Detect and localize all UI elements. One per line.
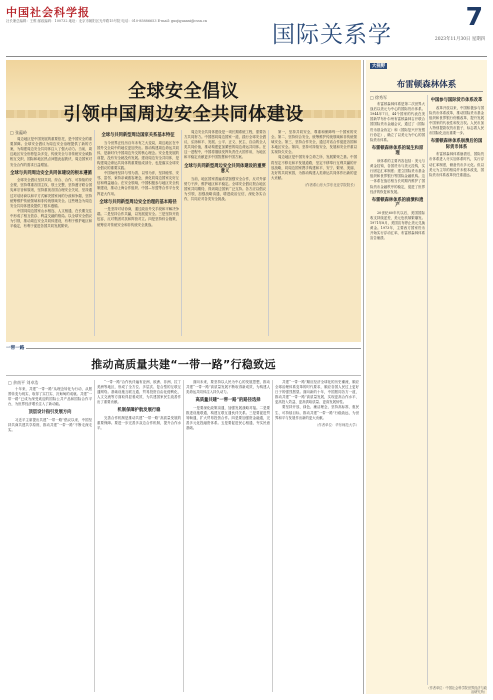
column-divider (272, 380, 273, 692)
masthead-info (6, 19, 276, 24)
subheading: 全球与共同新型周边国家关系基本特征 (101, 133, 175, 138)
lead-column-2 (97, 130, 179, 338)
brs-column-2 (97, 380, 181, 694)
brs-section-tag: 一带一路 (6, 346, 25, 351)
column-divider (181, 130, 182, 336)
subheading: 布雷顿森林体系的崩溃和遗产 (371, 197, 424, 209)
paragraph: 该体系的主要内容包括：美元与黄金挂钩，各国货币与美元挂钩，实行固定汇率制度；建立国际货币基金组织和世界银行等国际金融机构。这一体系在战后相当长时期内维护了国际货币金融秩序的稳定，促进了世界经济的恢复和发展。 (370, 159, 425, 194)
column-divider (183, 380, 184, 692)
paragraph: 当前，地区国家普遍希望加强安全合作，反对外部势力干涉，维护地区和平稳定。全球安全倡议契合地区国家共同期待，得到周边国家广泛支持。各方应以倡议为引领，加强战略沟通，增进政治互信，深化务实合作，共同应对各类安全挑战。 (184, 176, 266, 202)
paragraph: 一是坚持对话协商，通过政治外交手段和平解决争端。二是坚持合作共赢，以发展促安全。三是坚持开放包容，反对集团对抗和阵营对立。四是坚持综合施策，统筹应对传统安全和非传统安全挑战。 (97, 207, 179, 227)
paragraph: 习近平主席提出共建“一带一路”倡议以来，中国坚持共商共建共享原则，推动共建“一带一路”不断走深走实。 (8, 418, 92, 433)
section-title: 国际关系学 (272, 22, 392, 48)
lead-column-4 (271, 130, 357, 338)
subheading: 全球与共同周边安全共同体建设的根本遵循 (10, 170, 92, 176)
subheading: 布雷顿森林体系的诞生和原理 (371, 145, 424, 157)
paragraph: 布雷顿森林体系崩溃后，国际货币体系进入牙买加体系时代，实行浮动汇率制度，储备货币多元化。但以美元为主导的格局并未根本改变，国际货币体系改革仍任重道远。 (429, 152, 484, 177)
paragraph: 共建“一带一路”顺应经济全球化的历史潮流，顺应全球治理体系变革的时代要求，顺应各国人民过上更好日子的强烈愿望。面向新的十年，中国愿同各方一道，推动共建“一带一路”高质量发展，实现更高合作水平、更高投入效益、更高供给质量、更高发展韧性。 (275, 380, 359, 405)
subheading: 顶层设计指引发展方向 (28, 410, 72, 416)
paragraph: 要坚持开放、绿色、廉洁理念，坚持高标准、惠民生、可持续目标，推动共建“一带一路”行稳致远，为世界和平与发展作出新的更大贡献。 (275, 405, 359, 420)
lead-banner (6, 60, 361, 124)
lead-article (6, 60, 361, 342)
right-column-2 (429, 95, 484, 683)
paragraph: 改革开放以来，中国积极参与国际货币体系改革，推动国际货币基金组织和世界银行份额改革，提升发展中国家的代表性和发言权。人民币加入特别提款权货币篮子，标志着人民币国际化迈出重要一步。 (429, 105, 484, 136)
author-note: （作者系山东大学东北亚学院院长） (302, 182, 357, 187)
lead-column-1 (10, 130, 92, 338)
paragraph: 全球安全倡议坚持共同、综合、合作、可持续的安全观，坚持尊重各国主权、领土完整，坚持遵守联合国宪章宗旨和原则，坚持重视各国合理安全关切，坚持通过对话协商以和平方式解决国家间的分歧和争端，坚持统筹维护传统领域和非传统领域安全。这些理念为周边安全共同体建设提供了根本遵循。 (10, 178, 92, 208)
paragraph: 中国同周边国家山水相连、人文相通，在长期交往中形成了相互依存、利益交融的格局。以全球安全倡议为引领，推动周边安全共同体建设，有利于维护地区和平稳定，有利于促进各国共同发展繁荣。 (10, 208, 92, 229)
masthead-info-line: 社长兼总编辑：王维 邮政编码：100732 地址：北京市朝阳区光华路15号院 电话：010-85886653 (6, 19, 157, 23)
paragraph: “一带一路”合作伙伴遍布亚洲、欧洲、非洲、拉丁美洲等地区，形成了全方位、多层次、复合型的互联互通网络。基础设施互联互通、贸易投资自由化便利化、人文交流等方面取得显著成效，为共建国家民生改善作出了重要贡献。 (97, 380, 181, 405)
right-column-1 (370, 95, 425, 685)
issue-date: 2023年11月30日 星期四 (434, 37, 485, 42)
masthead-divider (6, 56, 487, 57)
paper-name: 中国社会科学报 (6, 6, 90, 19)
masthead (0, 0, 493, 46)
brs-title: 推动高质量共建“一带一路”行稳致远 (91, 358, 276, 371)
lead-title-line2: 引领中国周边安全共同体建设 (63, 104, 304, 124)
paragraph: 20世纪60年代以后，美国国际收支持续逆差，美元危机频繁爆发。1971年8月，美国宣布停止美元兑换黄金。1973年，主要西方国家货币开始实行浮动汇率，布雷顿森林体系宣告崩溃。 (370, 210, 425, 241)
paragraph: 周边安全共同体建设是一项长期系统工程，需要各方共同努力。中国愿同周边国家一道，践行全球安全倡议，弘扬和平、发展、公平、正义、民主、自由的全人类共同价值，推动构建更加紧密的周边命运共同体。在这一进程中，中国将继续发挥负责任大国作用，为地区和平稳定贡献更多中国智慧和中国方案。 (184, 130, 266, 160)
lead-title-line1: 全球安全倡议 (128, 81, 239, 102)
paragraph: 中国始终坚持与邻为善、以邻为伴，坚持睦邻、安邻、富邻，秉持亲诚惠容理念，深化同周边国家友好互信和利益融合。在安全领域，中国积极参与地区安全机制建设，推动上海合作组织、中国—东盟等合作平台发挥更大作用。 (97, 171, 179, 196)
author-note: （作者单位：华东师范大学） (314, 422, 359, 427)
paragraph: 一是要深化政策沟通，加强发展战略对接。二是要推进设施联通，构建互联互通伙伴关系。三是要促进贸易畅通，扩大贸易投资合作。四是要加强资金融通，完善多元化投融资体系。五是要促进民心相通，夯实民意基础。 (186, 405, 270, 431)
paragraph: 周边地区是中国发展的重要依托，是中国安全的重要屏障。全球安全倡议为周边安全治理提供了新的方案，为构建周边安全共同体注入了强大动力。当前，周边地区安全形势复杂多变，传统安全与非传统安全威胁相互交织，国际和地区热点问题此起彼伏，周边国家对安全合作的需求日益增加。 (10, 137, 92, 167)
paragraph: 布雷顿森林体系是第二次世界大战后以美元为中心的国际货币体系。1944年7月，44个国家的代表在美国新罕布什尔州布雷顿森林召开联合国国际货币金融会议，通过了《国际货币基金协定》和《国际复兴开发银行协定》，确立了以美元为中心的国际货币体系。 (370, 102, 425, 142)
brs-column-1 (8, 380, 92, 694)
brs-column-4 (275, 380, 359, 694)
paragraph: 十年来，共建“一带一路”从理念转化为行动，从愿景转变为现实，取得了实打实、沉甸甸的成就。共建“一带一路”已成为深受欢迎的国际公共产品和国际合作平台，为世界经济增长注入了新动能。 (8, 387, 92, 407)
column-divider (268, 130, 269, 336)
subheading: 机制保障护航发展行稳 (117, 408, 161, 414)
paragraph: 第一，坚持共同安全，尊重和保障每一个国家的安全。第二，坚持综合安全，统筹维护传统领域和非传统领域安全。第三，坚持合作安全，通过对话合作促进各国和本地区安全。第四，坚持可持续安全，发展和安全并重以实现持久安全。 (271, 130, 357, 155)
masthead-email: E-mail: guojiguanxi@cssn.cn (157, 19, 208, 23)
subheading: 布雷顿森林体系崩溃后的国际货币体系 (430, 139, 483, 150)
subheading: 高质量共建“一带一路”的路径选择 (195, 398, 261, 404)
right-feature-title: 布雷顿森林体系 (396, 80, 457, 90)
section-divider (6, 348, 361, 349)
right-section-tag: 大视野 (372, 64, 386, 69)
subheading: 全球与共同新型周边安全共同体建设的重要意义 (184, 163, 266, 175)
lead-column-3 (184, 130, 266, 338)
title-underline (370, 91, 483, 92)
subheading: 全球与共同新型周边安全治理的基本路径 (99, 199, 177, 205)
subheading: 中国参与国际货币体系改革 (430, 98, 483, 103)
column-divider (94, 380, 95, 692)
title-underline (6, 375, 361, 376)
page-number: 7 (465, 2, 483, 31)
paragraph: 周边地区是中国安身立命之所、发展繁荣之基。中国将坚定不移走和平发展道路，坚定不移奉行互利共赢的开放战略，同周边国家携手构建和平、安宁、繁荣、美丽、友好的共同家园，为推动构建人类命运共同体作出新的更大贡献。 (271, 155, 357, 180)
right-author: □ 徐秀军 (370, 95, 388, 100)
paragraph: 当今世界正经历百年未有之大变局，周边地区在中国外交全局中的地位更加突出。推动构建周边命运共同体，是新时代中国周边外交的核心理念。安全是发展的前提，没有安全就没有发展。建设周边安全共同体，是构建周边命运共同体的重要组成部分，也是落实全球安全倡议的重要实践。 (97, 140, 179, 171)
paragraph: 完善合作机制是推动共建“一带一路”高质量发展的重要保障。要进一步完善多双边合作机制，提升合作水平。 (97, 416, 181, 431)
column-divider (427, 95, 428, 685)
lead-author: □ 张蕴岭 (10, 130, 28, 135)
column-divider (94, 130, 95, 336)
author-note: （作者单位：中国社会科学院世界经济与政治研究所） (426, 686, 487, 695)
brs-column-3 (186, 380, 270, 694)
paragraph: 面向未来，要坚持以人民为中心的发展思想，推动共建“一带一路”高质量发展不断取得新成效，为构建人类命运共同体注入持久动力。 (186, 380, 270, 395)
right-column-divider (363, 60, 364, 694)
brs-author: □ 余南平 刘卓浩 (8, 380, 39, 385)
